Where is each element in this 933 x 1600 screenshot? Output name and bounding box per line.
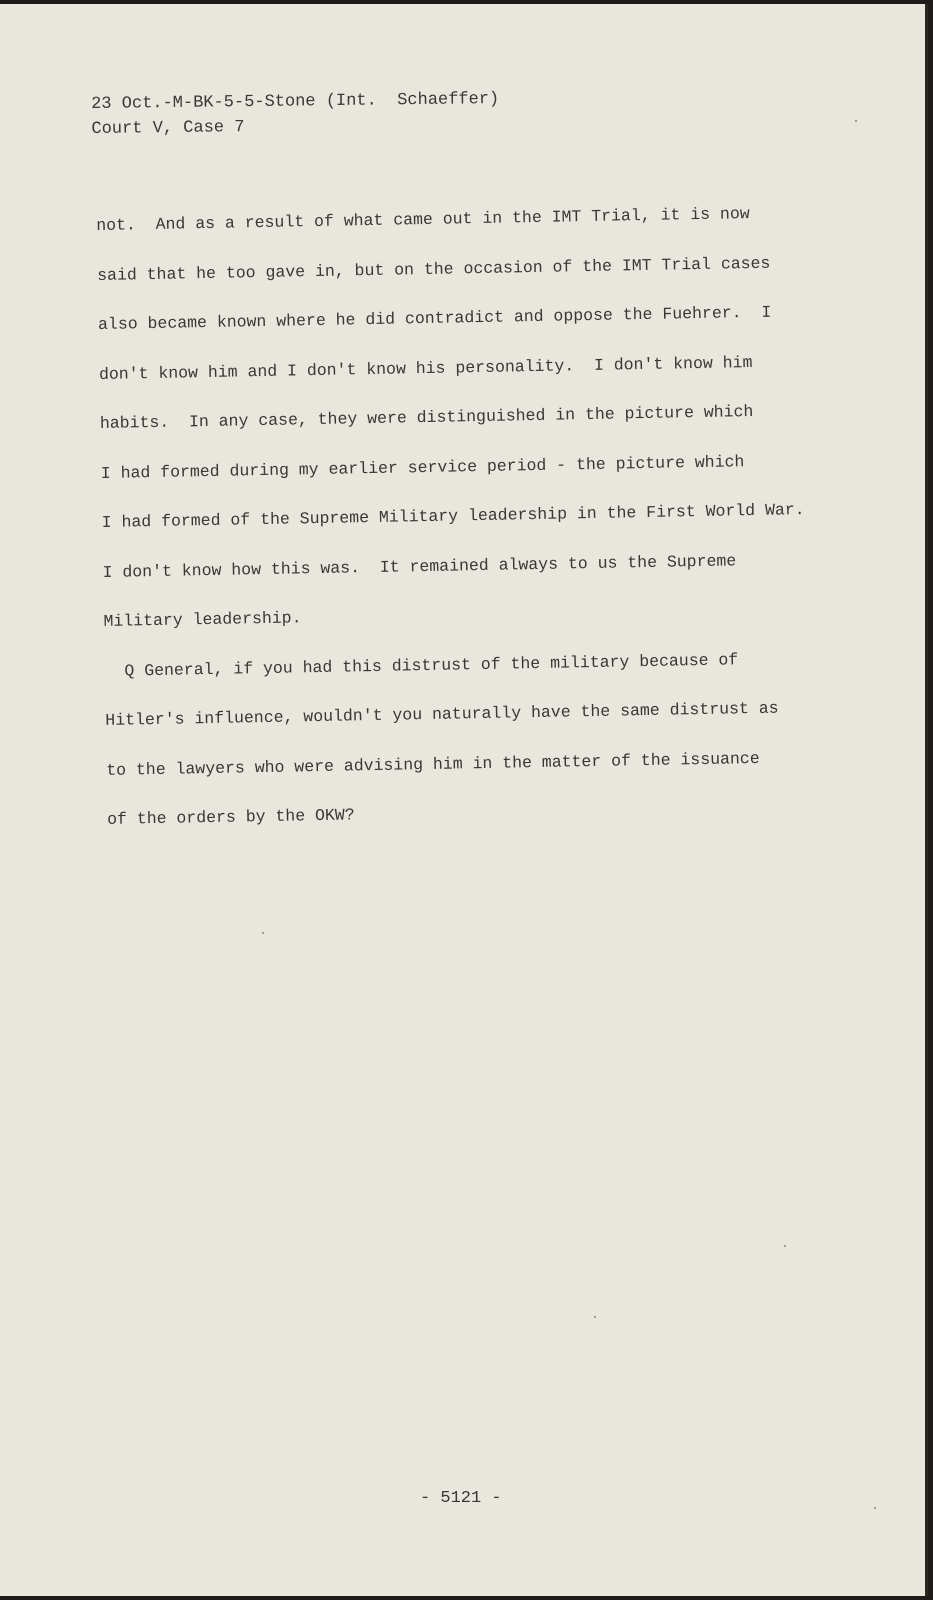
- paper-speck: [784, 1245, 786, 1247]
- transcript-line: not. And as a result of what came out in the IMT Trial, it is now: [96, 204, 750, 235]
- paper-speck: [594, 1316, 596, 1318]
- transcript-line: also became known where he did contradict and oppose the Fuehrer. I: [97, 302, 772, 334]
- header-line-session: 23 Oct.-M-BK-5-5-Stone (Int. Schaeffer): [91, 90, 500, 114]
- transcript-line: don't know him and I don't know his personality. I don't know him: [98, 352, 753, 384]
- transcript-line: to the lawyers who were advising him in the matter of the issuance: [106, 748, 760, 780]
- paper-speck: [874, 1507, 876, 1509]
- transcript-line: Military leadership.: [103, 608, 302, 631]
- transcript-line: I had formed of the Supreme Military leadership in the First World War.: [101, 500, 805, 532]
- page-number: - 5121 -: [420, 1489, 502, 1508]
- document-header: [91, 87, 500, 142]
- paper-speck: [262, 932, 264, 934]
- transcript-line: said that he too gave in, but on the occasion of the IMT Trial cases: [96, 253, 771, 285]
- transcript-body: [96, 197, 858, 854]
- transcript-line: I had formed during my earlier service period - the picture which: [100, 451, 745, 483]
- header-line-court: Court V, Case 7: [91, 118, 245, 139]
- transcript-line: habits. In any case, they were distinguished in the picture which: [99, 401, 754, 433]
- transcript-line: Hitler's influence, wouldn't you naturally have the same distrust as: [105, 698, 779, 730]
- paper-speck: [855, 120, 857, 122]
- question-line: Q General, if you had this distrust of the military because of: [124, 649, 739, 681]
- document-page: [0, 4, 928, 1596]
- transcript-line: of the orders by the OKW?: [106, 805, 355, 829]
- transcript-line: I don't know how this was. It remained always to us the Supreme: [102, 550, 737, 582]
